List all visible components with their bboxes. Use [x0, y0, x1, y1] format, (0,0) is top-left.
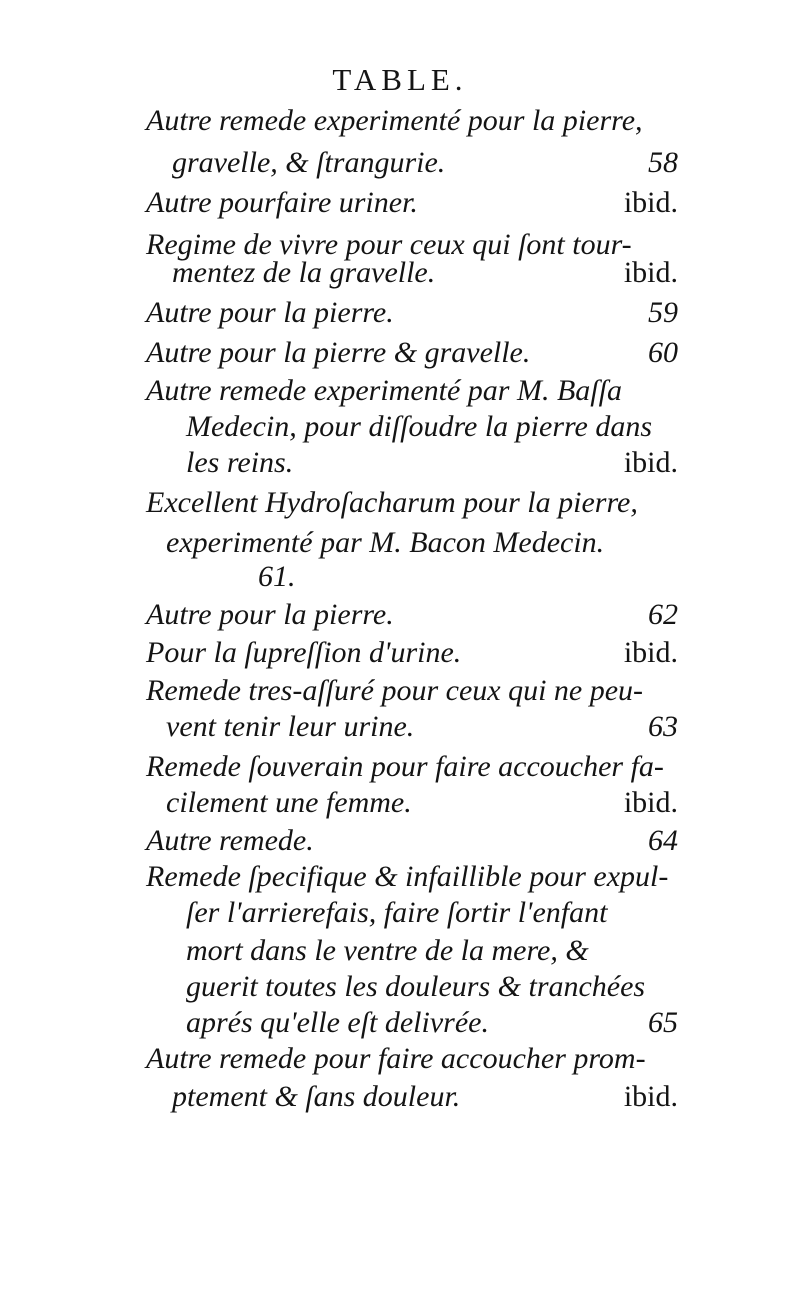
entry-page: ibid. [623, 256, 678, 289]
entry-text: 61. [258, 560, 296, 593]
entry-text: Autre remede. [146, 824, 314, 857]
table-line [0, 146, 800, 190]
table-line [0, 486, 800, 530]
entry-text: Autre remede pour faire accoucher prom- [146, 1042, 646, 1075]
table-line [0, 104, 800, 148]
entry-text: Autre pour la pierre. [146, 598, 394, 631]
entry-text: mentez de la gravelle. [172, 256, 436, 289]
entry-page: 58 [648, 146, 678, 179]
table-line [0, 710, 800, 754]
entry-text: Autre pour la pierre & gravelle. [146, 336, 531, 369]
entry-text: guerit toutes les douleurs & tranchées [186, 970, 646, 1003]
entry-text: Autre remede experimenté par M. Baſſa [146, 374, 622, 407]
entry-page: 62 [648, 598, 678, 631]
entry-page: 60 [648, 336, 678, 369]
table-line [0, 1080, 800, 1124]
entry-page: 65 [648, 1006, 678, 1039]
entry-text: Remede ſouverain pour faire accoucher fa- [146, 750, 664, 783]
entry-page: 64 [648, 824, 678, 857]
entry-text: ſer l'arrierefais, faire ſortir l'enfant [186, 896, 608, 929]
entry-page: 63 [648, 710, 678, 743]
entry-text: Excellent Hydroſacharum pour la pierre, [146, 486, 638, 519]
entry-text: les reins. [186, 446, 294, 479]
table-line [0, 296, 800, 340]
table-line [0, 186, 800, 230]
entry-text: gravelle, & ſtrangurie. [172, 146, 446, 179]
entry-text: Autre pour la pierre. [146, 296, 394, 329]
entry-page: ibid. [623, 1080, 678, 1113]
entry-page: 59 [648, 296, 678, 329]
entry-text: experimenté par M. Bacon Medecin. [166, 526, 605, 559]
entry-text: mort dans le ventre de la mere, & [186, 934, 589, 967]
page-heading: TABLE. [332, 62, 468, 97]
entry-text: ptement & ſans douleur. [172, 1080, 461, 1113]
table-line [0, 446, 800, 490]
entry-text: Medecin, pour diſſoudre la pierre dans [186, 410, 653, 443]
entry-page: ibid. [623, 636, 678, 669]
entry-page: ibid. [623, 446, 678, 479]
entry-text: Remede tres-aſſuré pour ceux qui ne peu- [146, 674, 644, 707]
entry-text: aprés qu'elle eſt delivrée. [186, 1006, 489, 1039]
table-line [0, 256, 800, 300]
entry-text: Pour la ſupreſſion d'urine. [146, 636, 462, 669]
entry-text: Regime de vivre pour ceux qui ſont tour- [146, 228, 632, 261]
entry-text: vent tenir leur urine. [166, 710, 415, 743]
entry-page: ibid. [623, 186, 678, 219]
entry-text: Remede ſpecifique & infaillible pour expul- [146, 860, 669, 893]
entry-text: cilement une femme. [166, 786, 412, 819]
entry-text: Autre remede experimenté pour la pierre, [146, 104, 643, 137]
entry-text: Autre pourfaire uriner. [146, 186, 418, 219]
entry-page: ibid. [623, 786, 678, 819]
